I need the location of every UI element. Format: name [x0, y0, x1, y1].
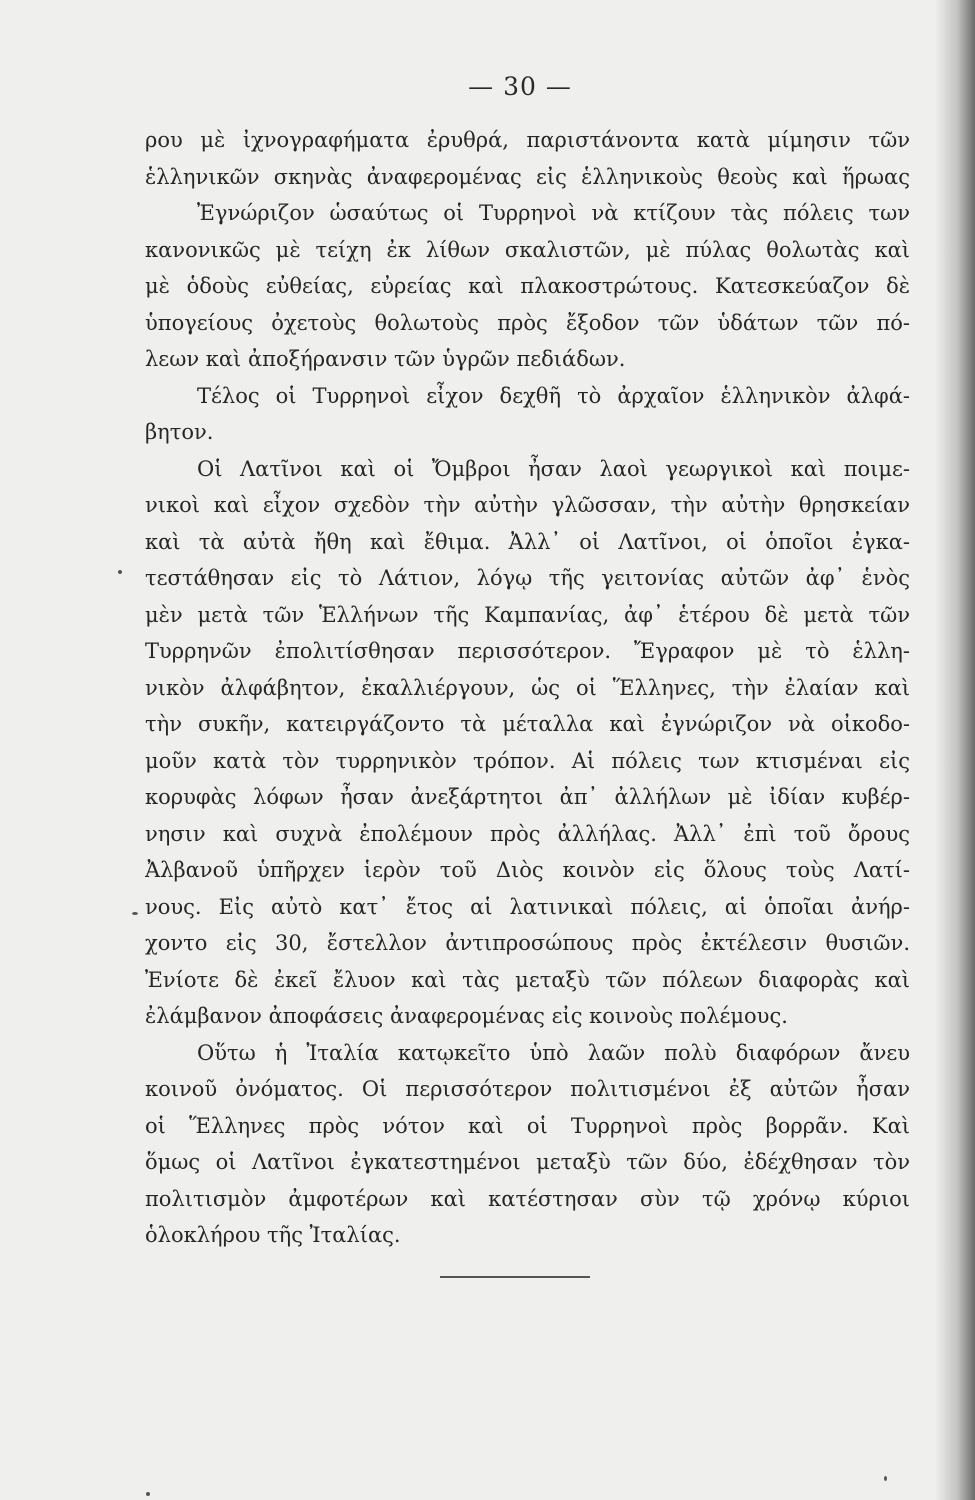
paper-speck	[884, 1476, 887, 1481]
text-line: χοντο εἰς 30, ἔστελλον ἀντιπροσώπους πρὸς ἐκτέλεσιν θυσιῶν.	[145, 931, 910, 955]
text-line: βητον.	[145, 420, 214, 444]
text-line: ὅμως οἱ Λατῖνοι ἐγκατεστημένοι μεταξὺ τῶν δύο, ἐδέχθησαν τὸν	[145, 1150, 910, 1174]
text-line: ρου μὲ ἰχνογραφήματα ἐρυθρά, παριστάνοντα κατὰ μίμησιν τῶν	[145, 128, 910, 152]
text-line: κανονικῶς μὲ τείχη ἐκ λίθων σκαλιστῶν, μὲ πύλας θολωτὰς καὶ	[145, 237, 910, 262]
body-text	[145, 122, 910, 1254]
text-line: νησιν καὶ συχνὰ ἐπολέμουν πρὸς ἀλλήλας. Ἀλλ᾽ ἐπὶ τοῦ ὄρους	[145, 821, 910, 846]
text-line: Τυρρηνῶν ἐπολιτίσθησαν περισσότερον. Ἔγραφον μὲ τὸ ἑλλη-	[145, 639, 910, 663]
text-line: ἑλληνικῶν σκηνὰς ἀναφερομένας εἰς ἑλληνικοὺς θεοὺς καὶ ἥρωας	[145, 164, 910, 189]
text-line: κορυφὰς λόφων ἦσαν ἀνεξάρτητοι ἀπ᾽ ἀλλήλων μὲ ἰδίαν κυβέρ-	[145, 785, 910, 809]
text-line: οἱ Ἕλληνες πρὸς νότον καὶ οἱ Τυρρηνοὶ πρὸς βορρᾶν. Καὶ	[145, 1113, 910, 1138]
text-line: τεστάθησαν εἰς τὸ Λάτιον, λόγῳ τῆς γειτονίας αὐτῶν ἀφ᾽ ἑνὸς	[145, 566, 910, 590]
text-line: κοινοῦ ὀνόματος. Οἱ περισσότερον πολιτισμένοι ἐξ αὐτῶν ἦσαν	[145, 1077, 910, 1101]
text-line: νους. Εἰς αὐτὸ κατ᾽ ἔτος αἱ λατινικαὶ πόλεις, αἱ ὁποῖαι ἀνήρ-	[145, 894, 910, 919]
text-line: νικὸν ἀλφάβητον, ἐκαλλιέργουν, ὡς οἱ Ἕλληνες, τὴν ἐλαίαν καὶ	[145, 675, 910, 700]
paper-speck	[146, 1492, 150, 1496]
text-line: μὲ ὁδοὺς εὐθείας, εὐρείας καὶ πλακοστρώτους. Κατεσκεύαζον δὲ	[145, 274, 910, 298]
text-line: Τέλος οἱ Τυρρηνοὶ εἶχον δεχθῆ τὸ ἀρχαῖον ἑλληνικὸν ἀλφά-	[197, 383, 910, 408]
text-line: λεων καὶ ἀποξήρανσιν τῶν ὑγρῶν πεδιάδων.	[145, 347, 626, 371]
text-line: Οἱ Λατῖνοι καὶ οἱ Ὄμβροι ἦσαν λαοὶ γεωργικοὶ καὶ ποιμε-	[197, 456, 910, 481]
end-rule	[440, 1276, 590, 1278]
binding-gutter-shadow	[935, 0, 975, 1500]
text-line: ὁλοκλήρου τῆς Ἰταλίας.	[145, 1223, 401, 1247]
text-line: νικοὶ καὶ εἶχον σχεδὸν τὴν αὐτὴν γλῶσσαν, τὴν αὐτὴν θρησκείαν	[145, 493, 910, 517]
text-line: Ἐνίοτε δὲ ἐκεῖ ἔλυον καὶ τὰς μεταξὺ τῶν πόλεων διαφορὰς καὶ	[145, 967, 910, 992]
page-number: — 30 —	[468, 72, 572, 101]
text-line: ὑπογείους ὀχετοὺς θολωτοὺς πρὸς ἔξοδον τῶν ὑδάτων τῶν πό-	[145, 310, 910, 335]
text-line: ἐλάμβανον ἀποφάσεις ἀναφερομένας εἰς κοινοὺς πολέμους.	[145, 1004, 788, 1028]
paper-speck	[118, 570, 122, 574]
text-line: καὶ τὰ αὐτὰ ἤθη καὶ ἔθιμα. Ἀλλ᾽ οἱ Λατῖνοι, οἱ ὁποῖοι ἐγκα-	[145, 529, 910, 554]
text-line: μοῦν κατὰ τὸν τυρρηνικὸν τρόπον. Αἱ πόλεις των κτισμέναι εἰς	[145, 748, 910, 773]
text-line: Ἐγνώριζον ὡσαύτως οἱ Τυρρηνοὶ νὰ κτίζουν τὰς πόλεις των	[197, 201, 910, 225]
text-line: πολιτισμὸν ἀμφοτέρων καὶ κατέστησαν σὺν τῷ χρόνῳ κύριοι	[145, 1186, 910, 1211]
text-line: Οὕτω ἡ Ἰταλία κατῳκεῖτο ὑπὸ λαῶν πολὺ διαφόρων ἄνευ	[197, 1040, 910, 1065]
paper-speck	[132, 912, 138, 915]
text-line: μὲν μετὰ τῶν Ἑλλήνων τῆς Καμπανίας, ἀφ᾽ ἑτέρου δὲ μετὰ τῶν	[145, 602, 910, 627]
text-line: τὴν συκῆν, κατειργάζοντο τὰ μέταλλα καὶ ἐγνώριζον νὰ οἰκοδο-	[145, 712, 910, 736]
text-line: Ἀλβανοῦ ὑπῆρχεν ἱερὸν τοῦ Διὸς κοινὸν εἰς ὅλους τοὺς Λατί-	[145, 858, 910, 882]
